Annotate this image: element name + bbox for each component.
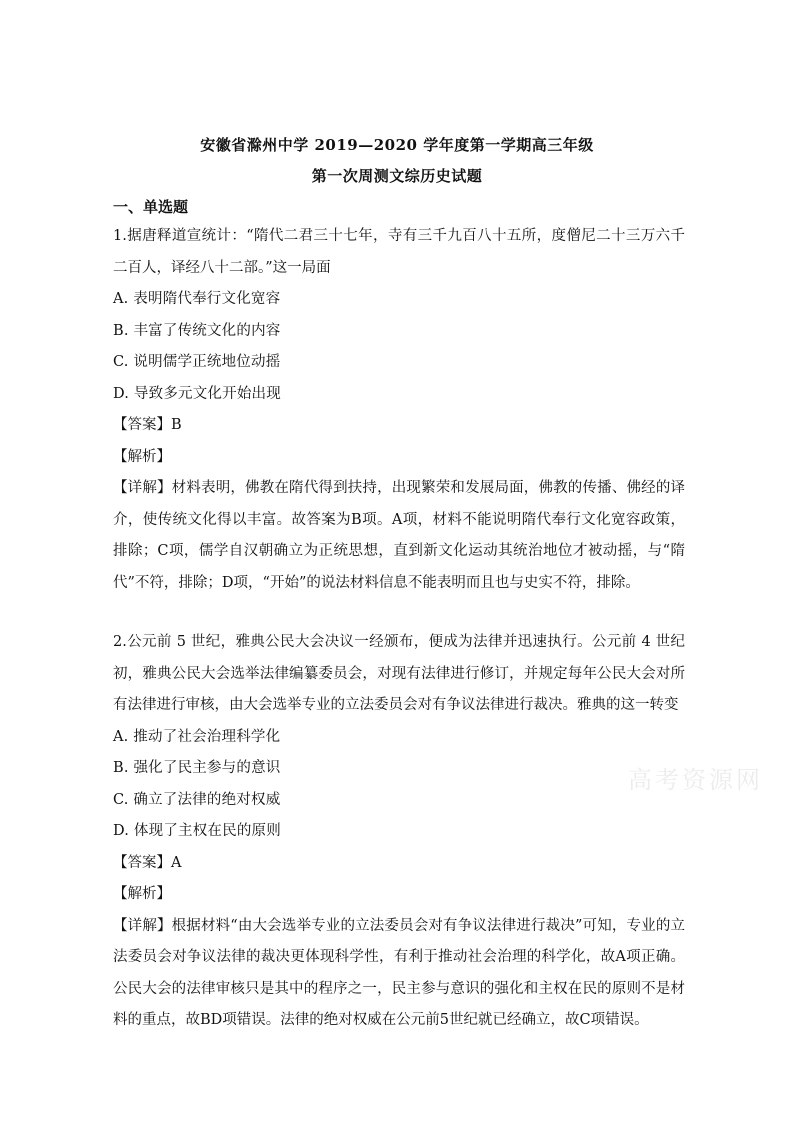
option-a: A. 推动了社会治理科学化 xyxy=(113,728,281,745)
answer-line: 【答案】B xyxy=(113,417,182,433)
option-d: D. 导致多元文化开始出现 xyxy=(113,385,281,402)
question-stem: 1.据唐释道宣统计：“隋代二君三十七年，寺有三千九百八十五所，度僧尼二十三万六千二百人，译经八十二部。”这一局面 xyxy=(113,228,685,276)
question-2 xyxy=(113,627,685,1037)
section-heading: 一、单选题 xyxy=(113,198,189,216)
option-a: A. 表明隋代奉行文化宽容 xyxy=(113,291,281,307)
analysis-label: 【解析】 xyxy=(113,448,171,465)
question-stem: 2.公元前 5 世纪，雅典公民大会决议一经颁布，便成为法律并迅速执行。公元前 4 世纪初，雅典公民大会选举法律编纂委员会，对现有法律进行修订，并规定每年公民大会对所有法律进行审核，由大会选举专业的立法委员会对有争议法律进行裁决。雅典的这一转变 xyxy=(113,634,685,713)
analysis-detail: 【详解】根据材料“由大会选举专业的立法委员会对有争议法律进行裁决”可知，专业的立法委员会对争议法律的裁决更体现科学性，有利于推动社会治理的科学化，故A项正确。公民大会的法律审核只是其中的程序之一，民主参与意识的强化和主权在民的原则不是材料的重点，故BD项错误。法律的绝对权威在公元前5世纪就已经确立，故C项错误。 xyxy=(113,917,685,1028)
option-c: C. 说明儒学正统地位动摇 xyxy=(113,354,281,370)
exam-subtitle: 第一次周测文综历史试题 xyxy=(311,167,483,185)
option-b: B. 强化了民主参与的意识 xyxy=(113,760,281,776)
analysis-label: 【解析】 xyxy=(113,886,171,902)
answer-line: 【答案】A xyxy=(113,854,182,871)
option-b: B. 丰富了传统文化的内容 xyxy=(113,322,281,339)
watermark-text: 高考资源网 xyxy=(628,766,763,794)
analysis-detail: 【详解】材料表明，佛教在隋代得到扶持，出现繁荣和发展局面，佛教的传播、佛经的译介，使传统文化得以丰富。故答案为B项。A项，材料不能说明隋代奉行文化宽容政策，排除；C项，儒学自汉朝确立为正统思想，直到新文化运动其统治地位才被动摇，与“隋代”不符，排除；D项，“开始”的说法材料信息不能表明而且也与史实不符，排除。 xyxy=(113,480,685,591)
exam-title: 安徽省滁州中学 2019—2020 学年度第一学期高三年级 xyxy=(200,136,594,154)
option-c: C. 确立了法律的绝对权威 xyxy=(113,791,281,808)
option-d: D. 体现了主权在民的原则 xyxy=(113,823,281,839)
question-1 xyxy=(113,221,685,599)
